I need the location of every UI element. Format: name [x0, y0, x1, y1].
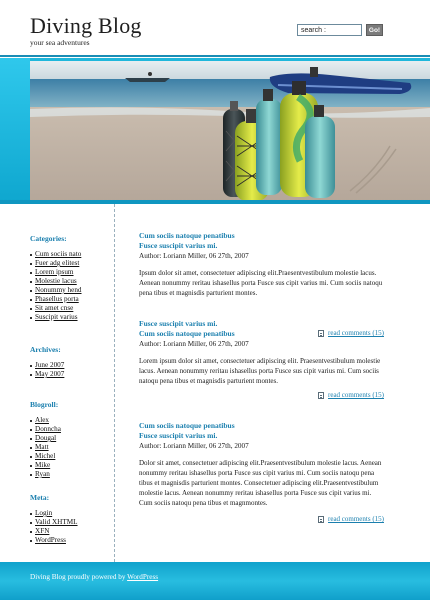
meta-link[interactable]: WordPress: [35, 536, 66, 544]
list-item: [30, 470, 112, 479]
blogroll-link[interactable]: Mike: [35, 461, 51, 469]
sidebar: [0, 204, 115, 562]
read-comments: [318, 515, 384, 523]
go-button[interactable]: Go!: [366, 24, 383, 36]
list-item: [30, 268, 112, 277]
post-body: Lorem ipsum dolor sit amet, consectetuer adipiscing elit. Praesentvestibulum molestie lacus. Aenean nonummy reritau ishasellus porta Fusce sus cipit varius mi. Cum sociis natoqu pena tibus et magnisdis parturient montes.: [139, 357, 381, 385]
meta-section: [30, 493, 112, 545]
bullet-icon: [30, 522, 32, 524]
site-tagline: your sea adventures: [30, 38, 90, 47]
bullet-icon: [30, 531, 32, 533]
bullet-icon: [30, 429, 32, 431]
site-footer: [0, 562, 430, 600]
list-item: [30, 518, 112, 527]
list-item: [30, 361, 112, 370]
archives-list: [30, 361, 112, 379]
list-item: [30, 434, 112, 443]
blogroll-section: [30, 400, 112, 479]
blogroll-link[interactable]: Matt: [35, 443, 49, 451]
post-subtitle[interactable]: Fusce suscipit varius mi.: [139, 241, 218, 250]
category-link[interactable]: Fuer adg elitest: [35, 259, 80, 267]
post-body: Dolor sit amet, consectetuer adipiscing elit.Praesentvestibulum molestie lacus. Aenean nonummy reritau ishasellus porta Fusce sus cipit varius mi. Cum sociis natoqu pena tibus et magnisdis parturient montes. Consectetuer adipiscing elit.Praesentvestibulum molestie lacus. Aenean nonummy reritau ishasellus porta Fusce sus cipit varius mi. Cum sociis natoqu pena tibus et magnmontes.: [139, 459, 382, 507]
bullet-icon: [30, 420, 32, 422]
post-author: Author: Loriann Miller, 06 27th, 2007: [139, 252, 249, 260]
category-link[interactable]: Phasellus porta: [35, 295, 79, 303]
category-link[interactable]: Suscipit varius: [35, 313, 78, 321]
blog-post: [139, 421, 384, 531]
comment-document-icon: [318, 516, 324, 523]
list-item: [30, 277, 112, 286]
read-comments-link[interactable]: read comments (15): [328, 391, 384, 399]
archive-link[interactable]: June 2007: [35, 361, 65, 369]
search-input[interactable]: [326, 25, 356, 35]
bullet-icon: [30, 447, 32, 449]
post-title[interactable]: Fusce suscipit varius mi.: [139, 319, 218, 328]
category-link[interactable]: Nonummy hend: [35, 286, 82, 294]
list-item: [30, 509, 112, 518]
meta-heading: Meta:: [30, 493, 50, 502]
bullet-icon: [30, 438, 32, 440]
blogroll-list: [30, 416, 112, 479]
bullet-icon: [30, 374, 32, 376]
header-divider: [0, 55, 430, 57]
list-item: [30, 461, 112, 470]
list-item: [30, 370, 112, 379]
category-link[interactable]: Cum sociis nato: [35, 250, 82, 258]
blogroll-link[interactable]: Michel: [35, 452, 56, 460]
bullet-icon: [30, 272, 32, 274]
blogroll-link[interactable]: Donncha: [35, 425, 61, 433]
category-link[interactable]: Sit amet cnse: [35, 304, 74, 312]
list-item: [30, 536, 112, 545]
read-comments: [318, 391, 384, 399]
post-body: Ipsum dolor sit amet, consectetuer adipiscing elit.Praesentvestibulum molestie lacus. Aenean nonummy reritau ishasellus porta Fusce sus cipit varius mi. Cum sociis natoqu pena tibus et magnisdis parturient montes.: [139, 269, 383, 297]
list-item: [30, 286, 112, 295]
category-link[interactable]: Lorem ipsum: [35, 268, 74, 276]
bullet-icon: [30, 317, 32, 319]
banner-side-strip: [0, 58, 30, 201]
read-comments-link[interactable]: read comments (15): [328, 329, 384, 337]
archive-link[interactable]: May 2007: [35, 370, 65, 378]
comment-document-icon: [318, 392, 324, 399]
bullet-icon: [30, 456, 32, 458]
categories-heading: Categories:: [30, 234, 67, 243]
bullet-icon: [30, 299, 32, 301]
bullet-icon: [30, 308, 32, 310]
list-item: [30, 304, 112, 313]
blog-post: [139, 319, 384, 405]
category-link[interactable]: Molestie lacus: [35, 277, 77, 285]
post-title[interactable]: Cum sociis natoque penatibus: [139, 421, 235, 430]
bullet-icon: [30, 513, 32, 515]
categories-list: [30, 250, 112, 322]
post-author: Author: Loriann Miller, 06 27th, 2007: [139, 442, 249, 450]
read-comments-link[interactable]: read comments (15): [328, 515, 384, 523]
meta-link[interactable]: XFN: [35, 527, 50, 535]
bullet-icon: [30, 365, 32, 367]
banner-photo-diving-tanks: [30, 61, 430, 201]
search-label: search :: [301, 26, 326, 34]
categories-section: [30, 234, 112, 322]
archives-section: [30, 345, 112, 379]
blogroll-link[interactable]: Alex: [35, 416, 49, 424]
post-title[interactable]: Cum sociis natoque penatibus: [139, 231, 235, 240]
bullet-icon: [30, 290, 32, 292]
search-box[interactable]: [297, 24, 362, 36]
search-form: [297, 24, 383, 36]
site-title[interactable]: Diving Blog: [30, 13, 142, 38]
blogroll-link[interactable]: Ryan: [35, 470, 50, 478]
footer-text: Diving Blog proudly powered by: [30, 573, 126, 581]
bullet-icon: [30, 540, 32, 542]
meta-list: [30, 509, 112, 545]
meta-link[interactable]: Login: [35, 509, 53, 517]
list-item: [30, 425, 112, 434]
banner: [0, 58, 430, 201]
archives-heading: Archives:: [30, 345, 61, 354]
meta-link[interactable]: Valid XHTML: [35, 518, 78, 526]
bullet-icon: [30, 465, 32, 467]
blogroll-heading: Blogroll:: [30, 400, 59, 409]
list-item: [30, 313, 112, 322]
bullet-icon: [30, 281, 32, 283]
list-item: [30, 259, 112, 268]
post-author: Author: Loriann Miller, 06 27th, 2007: [139, 340, 249, 348]
bullet-icon: [30, 254, 32, 256]
list-item: [30, 527, 112, 536]
wordpress-link[interactable]: WordPress: [127, 573, 159, 581]
list-item: [30, 250, 112, 259]
bullet-icon: [30, 474, 32, 476]
bullet-icon: [30, 263, 32, 265]
site-header: [0, 0, 430, 58]
blogroll-link[interactable]: Dougal: [35, 434, 57, 442]
main-content: [115, 204, 430, 562]
footer-credit: [30, 573, 158, 581]
list-item: [30, 416, 112, 425]
list-item: [30, 452, 112, 461]
list-item: [30, 295, 112, 304]
post-subtitle[interactable]: Fusce suscipit varius mi.: [139, 431, 218, 440]
list-item: [30, 443, 112, 452]
post-subtitle[interactable]: Cum sociis natoque penatibus: [139, 329, 235, 338]
